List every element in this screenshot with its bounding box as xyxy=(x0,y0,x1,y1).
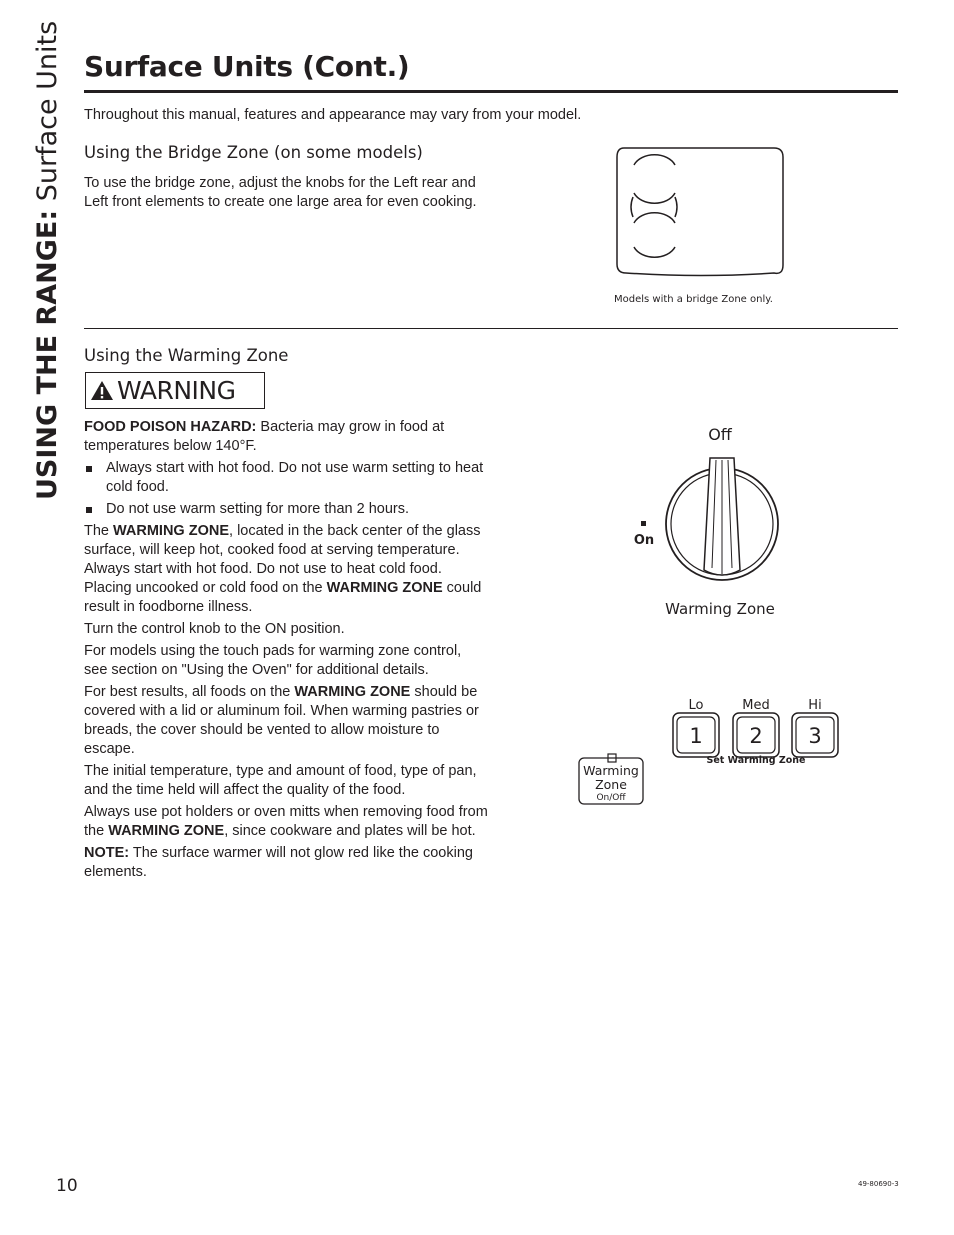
knob-caption: Warming Zone xyxy=(665,600,775,618)
side-tab-light: Surface Units xyxy=(32,20,63,202)
bridge-text: To use the bridge zone, adjust the knobs for the Left rear and Left front elements to create one large area for even cooking. xyxy=(84,175,477,210)
level-lo-label: Lo xyxy=(688,698,704,713)
bridge-zone-diagram xyxy=(612,145,788,281)
bullet-square-icon xyxy=(86,507,92,513)
warming-paragraph-1: The WARMING ZONE, located in the back center of the glass surface, will keep hot, cooked food at serving temperature. Always start with hot food. Do not use to heat cold food. Placing uncooked or cold food on the WARMING ZONE could result in foodborne illness. xyxy=(84,523,482,615)
warning-triangle-icon xyxy=(90,380,114,401)
svg-text:Warming: Warming xyxy=(583,763,639,778)
page-number: 10 xyxy=(56,1176,78,1196)
knob-on-label: On xyxy=(633,533,655,548)
note-paragraph: NOTE: The surface warmer will not glow red like the cooking elements. xyxy=(84,845,473,880)
bridge-caption: Models with a bridge Zone only. xyxy=(614,294,773,305)
warming-heading: Using the Warming Zone xyxy=(84,346,289,365)
warming-zone-onoff-button[interactable] xyxy=(579,758,643,804)
svg-text:Zone: Zone xyxy=(595,777,627,792)
level-med-label: Med xyxy=(742,698,770,713)
warming-paragraph-6: Always use pot holders or oven mitts when removing food from the WARMING ZONE, since cookware and plates will be hot. xyxy=(84,804,488,839)
page-title: Surface Units (Cont.) xyxy=(84,50,410,83)
level-hi-label: Hi xyxy=(808,698,822,713)
key-2-button[interactable] xyxy=(733,713,779,757)
svg-text:3: 3 xyxy=(808,724,822,748)
set-warming-zone-label: Set Warming Zone xyxy=(706,755,806,766)
key-1-button[interactable] xyxy=(673,713,719,757)
svg-text:On/Off: On/Off xyxy=(596,793,626,803)
section-divider xyxy=(84,328,898,329)
warming-zone-knob-diagram xyxy=(628,420,798,625)
hazard-text: Bacteria may grow in food at temperatures below 140°F. xyxy=(84,419,445,454)
warning-box xyxy=(85,372,265,409)
bullet-square-icon xyxy=(86,466,92,472)
warning-label: WARNING xyxy=(117,376,236,405)
knob-off-label: Off xyxy=(708,425,732,444)
bullet-item xyxy=(84,459,488,497)
svg-text:1: 1 xyxy=(689,724,703,748)
warming-paragraph-5: The initial temperature, type and amount of food, type of pan, and the time held will affect the quality of the food. xyxy=(84,763,477,798)
warming-paragraph-2: Turn the control knob to the ON position. xyxy=(84,621,345,637)
document-code: 49-80690-3 xyxy=(858,1180,899,1188)
warming-text-column xyxy=(84,418,488,885)
bullet-item xyxy=(84,500,488,519)
on-indicator-icon xyxy=(641,521,646,526)
key-3-button[interactable] xyxy=(792,713,838,757)
warming-zone-touchpad-diagram xyxy=(576,692,846,810)
side-section-tab xyxy=(28,20,68,500)
bullet-text: Always start with hot food. Do not use warm setting to heat cold food. xyxy=(106,460,484,495)
hazard-statement xyxy=(84,418,488,456)
hazard-label: FOOD POISON HAZARD: xyxy=(84,419,257,435)
warming-paragraph-4: For best results, all foods on the WARMING ZONE should be covered with a lid or aluminum foil. When warming pastries or breads, the cover should be vented to allow moisture to escape. xyxy=(84,684,479,757)
intro-text: Throughout this manual, features and appearance may vary from your model. xyxy=(84,107,582,123)
side-tab-bold: USING THE RANGE: xyxy=(32,209,63,500)
title-rule xyxy=(84,90,898,93)
bridge-heading: Using the Bridge Zone (on some models) xyxy=(84,143,423,162)
svg-text:2: 2 xyxy=(749,724,763,748)
warming-paragraph-3: For models using the touch pads for warming zone control, see section on "Using the Oven" for additional details. xyxy=(84,643,462,678)
bullet-text: Do not use warm setting for more than 2 hours. xyxy=(106,501,410,517)
